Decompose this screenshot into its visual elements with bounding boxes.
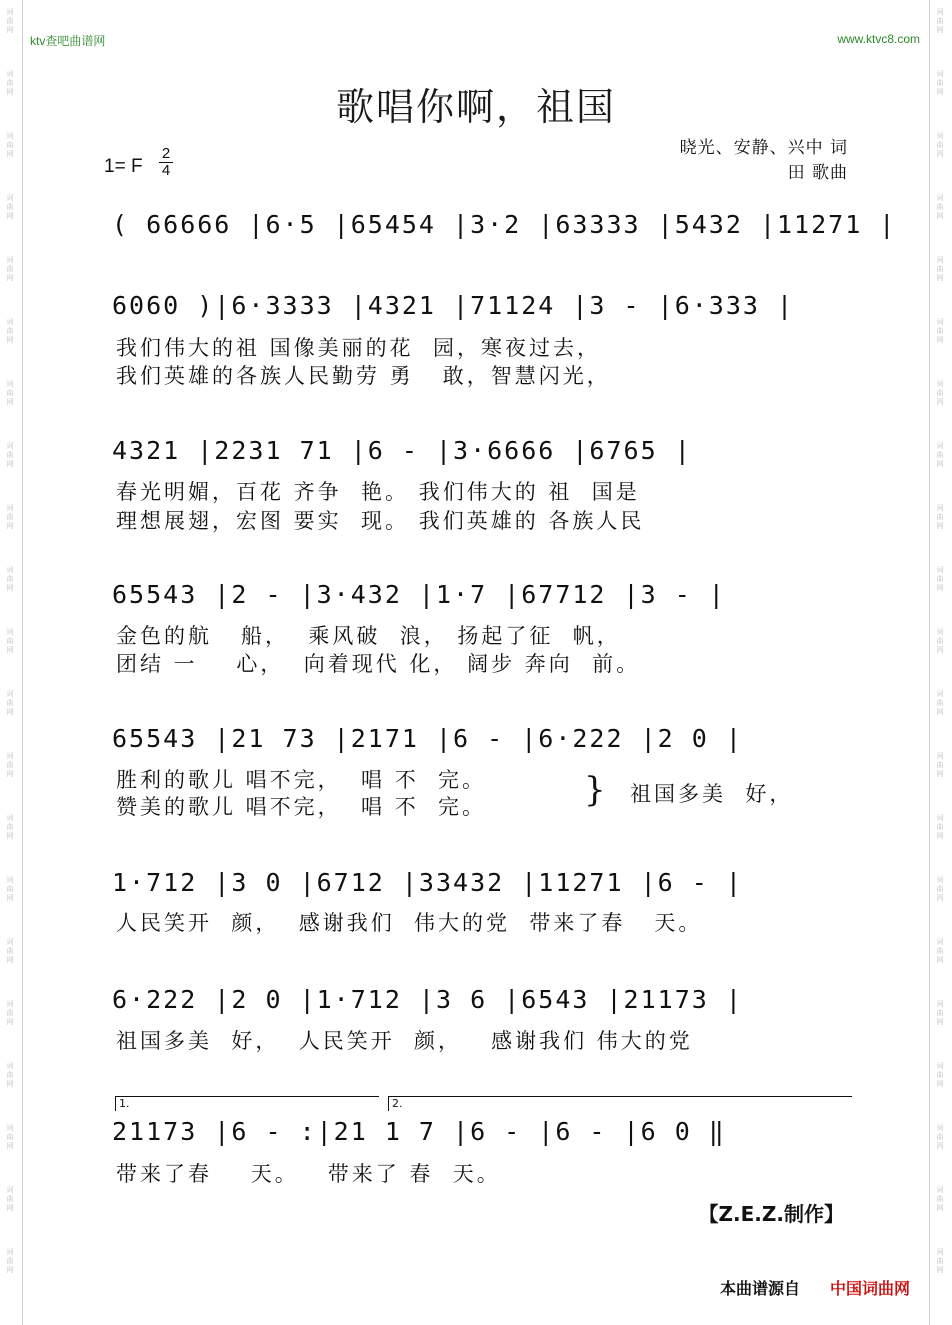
watermark-glyph: 词 曲 网 xyxy=(6,814,14,840)
song-title: 歌唱你啊，祖国 xyxy=(335,85,616,129)
score-line-4-lyric-2: 团结 一 心， 向着现代 化， 阔步 奔向 前。 xyxy=(116,652,641,676)
footer-source-label: 本曲谱源自 xyxy=(720,1279,801,1298)
time-signature-bottom: 4 xyxy=(159,162,173,179)
time-signature xyxy=(159,146,173,179)
watermark-glyph: 词 曲 网 xyxy=(936,132,944,158)
watermark-glyph: 词 曲 网 xyxy=(6,752,14,778)
header-left-site[interactable]: ktv查吧曲谱网 xyxy=(30,34,106,48)
watermark-glyph: 词 曲 网 xyxy=(6,318,14,344)
watermark-glyph: 词 曲 网 xyxy=(6,690,14,716)
watermark-glyph: 词 曲 网 xyxy=(936,938,944,964)
score-line-3-lyric-1: 春光明媚，百花 齐争 艳。 我们伟大的 祖 国是 xyxy=(116,480,640,504)
watermark-glyph: 词 曲 网 xyxy=(6,566,14,592)
watermark-glyph: 词 曲 网 xyxy=(6,1186,14,1212)
watermark-glyph: 词 曲 网 xyxy=(936,256,944,282)
score-line-5-lyric-2: 赞美的歌儿 唱不完， 唱 不 完。 xyxy=(116,795,487,819)
watermark-glyph: 词 曲 网 xyxy=(6,380,14,406)
watermark-glyph: 词 曲 网 xyxy=(6,8,14,34)
composer-credit: 田 歌曲 xyxy=(787,163,848,183)
watermark-glyph: 词 曲 网 xyxy=(936,690,944,716)
left-watermark-strip xyxy=(0,0,23,1325)
watermark-glyph: 词 曲 网 xyxy=(6,628,14,654)
score-line-2-lyric-2: 我们英雄的各族人民勤劳 勇 敢，智慧闪光， xyxy=(116,364,611,388)
watermark-glyph: 词 曲 网 xyxy=(936,318,944,344)
score-line-2-lyric-1: 我们伟大的祖 国像美丽的花 园，寒夜过去， xyxy=(116,336,602,360)
maker-tag: 【Z.E.Z.制作】 xyxy=(698,1202,844,1226)
score-line-4-lyric-1: 金色的航 船， 乘风破 浪， 扬起了征 帆， xyxy=(116,624,621,648)
watermark-glyph: 词 曲 网 xyxy=(6,442,14,468)
score-line-3-notes: 4321 |2231 71 |6 - |3·6666 |6765 | xyxy=(112,436,692,465)
watermark-glyph: 词 曲 网 xyxy=(6,504,14,530)
score-line-6-lyric-1: 人民笑开 颜， 感谢我们 伟大的党 带来了春 天。 xyxy=(116,911,703,935)
score-line-5-notes: 65543 |21 73 |2171 |6 - |6·222 |2 0 | xyxy=(112,724,743,753)
watermark-glyph: 词 曲 网 xyxy=(936,1248,944,1274)
watermark-glyph: 词 曲 网 xyxy=(936,566,944,592)
watermark-glyph: 词 曲 网 xyxy=(936,752,944,778)
watermark-glyph: 词 曲 网 xyxy=(936,628,944,654)
footer-source-name[interactable]: 中国词曲网 xyxy=(830,1279,911,1298)
volta-second-ending: 2. xyxy=(388,1096,852,1111)
watermark-glyph: 词 曲 网 xyxy=(6,1000,14,1026)
watermark-glyph: 词 曲 网 xyxy=(6,1062,14,1088)
score-line-1-notes: ( 66666 |6·5 |65454 |3·2 |63333 |5432 |11271 | xyxy=(112,210,897,239)
watermark-glyph: 词 曲 网 xyxy=(6,70,14,96)
watermark-glyph: 词 曲 网 xyxy=(936,380,944,406)
volta-first-ending: 1. xyxy=(115,1096,379,1111)
watermark-glyph: 词 曲 网 xyxy=(6,194,14,220)
watermark-glyph: 词 曲 网 xyxy=(6,256,14,282)
header-right-site[interactable]: www.ktvc8.com xyxy=(837,32,920,46)
watermark-glyph: 词 曲 网 xyxy=(936,442,944,468)
score-line-8-notes: 21173 |6 - :|21 1 7 |6 - |6 - |6 0 ‖ xyxy=(112,1117,726,1146)
watermark-glyph: 词 曲 网 xyxy=(6,132,14,158)
score-line-7-notes: 6·222 |2 0 |1·712 |3 6 |6543 |21173 | xyxy=(112,985,743,1014)
score-line-5-lyric-1: 胜利的歌儿 唱不完， 唱 不 完。 xyxy=(116,768,487,792)
score-line-3-lyric-2: 理想展翅，宏图 要实 现。 我们英雄的 各族人民 xyxy=(116,509,645,533)
lyric-brace: } xyxy=(584,770,606,810)
key-signature: 1= F xyxy=(104,156,143,177)
watermark-glyph: 词 曲 网 xyxy=(936,814,944,840)
score-line-7-lyric-1: 祖国多美 好， 人民笑开 颜， 感谢我们 伟大的党 xyxy=(116,1029,693,1053)
watermark-glyph: 词 曲 网 xyxy=(6,1124,14,1150)
watermark-glyph: 词 曲 网 xyxy=(936,876,944,902)
score-line-2-notes: 6060 )|6·3333 |4321 |71124 |3 - |6·333 | xyxy=(112,291,795,320)
lyricist-credit: 晓光、安静、兴中 词 xyxy=(679,138,848,158)
watermark-glyph: 词 曲 网 xyxy=(936,504,944,530)
watermark-glyph: 词 曲 网 xyxy=(936,194,944,220)
watermark-glyph: 词 曲 网 xyxy=(936,1186,944,1212)
watermark-glyph: 词 曲 网 xyxy=(6,1248,14,1274)
watermark-glyph: 词 曲 网 xyxy=(936,1000,944,1026)
right-watermark-strip xyxy=(929,0,952,1325)
watermark-glyph: 词 曲 网 xyxy=(936,1124,944,1150)
score-line-8-lyric-1: 带来了春 天。 带来了 春 天。 xyxy=(116,1162,501,1186)
score-line-4-notes: 65543 |2 - |3·432 |1·7 |67712 |3 - | xyxy=(112,580,726,609)
score-line-5-side-lyric: 祖国多美 好， xyxy=(630,782,794,806)
watermark-glyph: 词 曲 网 xyxy=(6,938,14,964)
watermark-glyph: 词 曲 网 xyxy=(6,876,14,902)
score-line-6-notes: 1·712 |3 0 |6712 |33432 |11271 |6 - | xyxy=(112,868,743,897)
watermark-glyph: 词 曲 网 xyxy=(936,70,944,96)
watermark-glyph: 词 曲 网 xyxy=(936,1062,944,1088)
time-signature-top: 2 xyxy=(161,145,171,162)
watermark-glyph: 词 曲 网 xyxy=(936,8,944,34)
